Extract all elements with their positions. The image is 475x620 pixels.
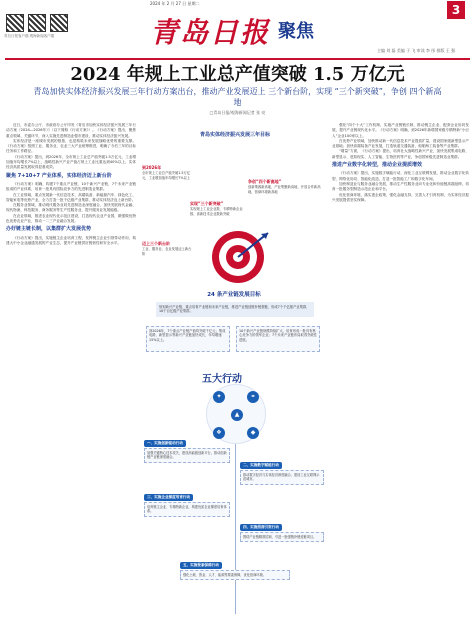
paragraph: 在服务业领域，推动现代服务业同先进制造业深度融合，加快发展现代金融、现代物流、科技服务、商务服务等生产性服务业，提升服务业发展能级。 [6,203,136,213]
right-column [332,123,469,615]
staff-credits: 主编 刘 磊 美编 于 飞 审读 李 彤 排版 王 强 [377,48,455,53]
infographic-goals [140,122,328,287]
masthead [0,8,475,53]
target-icon [210,229,270,285]
section-subtitle: 聚焦 7+10+7 产业体系，实体经济迈上新台阶 [6,172,112,179]
action-text: 强化土地、资金、人才、能源等要素保障，优化营商环境。 [180,570,290,580]
section-subtitle: 办好链主链长制，以集群扩大发展优势 [6,226,92,233]
goal-card-head: 实现“三个新突破” [190,201,224,206]
action-text: 围绕产业链精准招商，引进一批强链补链延链项目。 [240,532,324,542]
qr-code-icon [28,14,46,32]
handshake-icon: ❖ [213,427,225,439]
section-title: 聚焦 [278,21,314,42]
paragraph: 在工业领域，重点发展新一代信息技术、高端装备、新能源汽车、绿色化工、智能家电等优势产业，全力打造一批千亿级产业集群，推动实体经济迈上新台阶。 [6,192,136,202]
paragraph: 《行动方案》提出，实施链主企业培育工程，发挥链主企业引领带动作用，构建大中小企业融通发展的产业生态，提升产业链供应链韧性和安全水平。 [6,235,136,245]
paragraph: 《行动方案》提出，实施数字赋能行动，深化工业互联网发展，推动企业数字化转型、网络化协同、智能化改造，打造一批智能工厂和数字化车间。 [332,171,469,181]
goal-card-head: 迈上三个新台阶 [142,241,170,246]
goal-card [248,180,326,194]
paragraph: 强化“四个十大”工作机制，实施产业链链长制，推动链主企业、配套企业协同发展，提升产业链现代化水平。《行动方案》明确，到2026年新增国家级专精特新“小巨人”企业100家以上。 [332,123,469,138]
paragraph: 近日，市委办公厅、市政府办公厅印发《青岛市加快实体经济振兴发展三年行动方案（2024—2026年）》（以下简称《行动方案》）。《行动方案》提出，聚焦重点领域、关键环节，深入实施先进制造业强市建设，推动实体经济振兴发展。 [6,123,136,138]
goal-card-text: 全市规上工业总产值突破1.5万亿元，工业增加值年均增长7%以上 [142,171,191,180]
goal-card-text: 工业、服务业、农业发展迈上新台阶 [142,247,192,256]
left-column [6,123,136,615]
infographic-banner: 24 条产业链发展目标 [207,292,261,298]
goal-card [190,202,244,216]
paragraph: 实体经济是一座城市发展的根基，也是构筑未来发展战略优势的重要支撑。《行动方案》按照工业、服务业、农业三大产业统筹推进，明确了今后三年的目标任务和工作路径。 [6,138,136,154]
goal-card-text: 实现规上工业企业数、专精特新企业数、高新技术企业数新突破 [190,207,243,216]
newspaper-logo: 青岛日报 [150,16,271,49]
qr-code-icon [50,14,68,32]
paragraph: 在优势产业领域，加快推动新一代信息技术产业提质扩量，建设国家级新型显示产业基地；加快高端装备产业发展，打造轨道交通装备、船舶海工装备等产业集群。 [332,138,469,149]
action-label: 四、实施招商引资行动 [240,524,282,531]
action-label: 三、实施企业梯度培育行动 [144,494,193,501]
chain-icon: ⚭ [247,391,259,403]
infographic-title: 青岛实体经济振兴发展三年目标 [200,132,271,138]
action-label: 一、实施创新驱动行动 [144,440,186,447]
goal-card [142,166,194,180]
paragraph: 加快制造业与服务业融合发展，推动生产性服务业向专业化和价值链高端延伸，培育一批服务型制造示范企业和平台。 [332,181,469,192]
infographic [140,122,328,616]
goal-boxes [146,326,322,356]
goal-box: 到2026年，7个重点产业链产值均突破千亿元；集成电路、新型显示等新兴产业链加快成长，年均增速15%以上。 [146,326,230,352]
paragraph: “增量”方面，《行动方案》提出，培育壮大战略性新兴产业，加快发展集成电路、新型显示、虚拟现实、人工智能、生物医药等产业，争创国家级先进制造业集群。 [332,149,469,159]
paragraph: 《行动方案》提出，到2026年，全市规上工业总产值突破1.5万亿元，工业增加值年均增长7%以上，战略性新兴产业产值占规上工业比重达到40%以上，实体经济高质量发展取得显著成效。 [6,154,136,170]
action-label: 二、实施数字赋能行动 [240,462,282,469]
paragraph: 在农业领域，推进农业现代化示范区建设，打造现代农业产业园，做强做优特色优势农业产业，推动一二三产业融合发展。 [6,213,136,224]
lightbulb-icon: ✦ [213,391,225,403]
actions-hub [206,384,266,444]
goal-card-text: 创新策源新高地、产业集聚新高地、开放合作新高地、营商环境新高地 [248,185,321,194]
headline: 2024 年规上工业总产值突破 1.5 万亿元 [70,64,405,85]
qr-code-icon [6,14,24,32]
action-label: 五、实施要素保障行动 [180,562,222,569]
action-text: 推动数字经济与实体经济深度融合，建设工业互联网示范城市。 [240,470,324,485]
action-text: 加强关键核心技术攻关，建设高能级创新平台，推动创新链产业链深度融合。 [144,448,230,463]
goal-card [142,242,194,256]
action-text: 培育链主企业、专精特新企业，构建优质企业梯度培育体系。 [144,502,230,517]
goal-card-head: 到2026年 [142,165,162,170]
shield-icon: ◆ [247,427,259,439]
paragraph: 《行动方案》明确，构建7个重点产业链、10个新兴产业链、7个未来产业链组成的产业体系，培育一批具有国际竞争力的先进制造业集群。 [6,181,136,192]
issue-date: 2024 年 2 月 27 日 星期二 [150,1,200,6]
page-number-badge: 3 [447,1,465,19]
five-actions-title: 五大行动 [202,374,242,385]
section-subtitle: 推进产业数字化转型，推动企业提质增效 [332,162,423,169]
qr-labels: 青岛日报客户端 观海新闻客户端 [4,34,55,38]
goal-box: 10个新兴产业链规模持续扩大，培育形成一批具有核心竞争力的领军企业；7个未来产业链布局取得突破性进展。 [236,326,320,352]
goal-card-head: 争创“四个新高地” [248,179,282,184]
byline: □青岛日报/观海新闻记者 张 亮 [209,110,266,115]
paragraph: 优化营商环境，落实惠企政策，强化金融支持，完善人才引育机制，为实体经济振兴发展提供坚实保障。 [332,192,469,202]
factory-icon: ▲ [231,409,243,421]
actions-connector [235,444,236,614]
top-bar [0,0,475,17]
subheadline: 青岛加快实体经济振兴发展三年行动方案出台，推动产业发展迈上 三个新台阶，实现 “三个新突破”，争创 四个新高地 [33,87,442,107]
infographic-description: 规划新兴产业链、重点培育产业链和未来产业链，推进产业链延链补链强链，形成7个千亿级产业集群、10个百亿级产业集群。 [156,302,314,317]
